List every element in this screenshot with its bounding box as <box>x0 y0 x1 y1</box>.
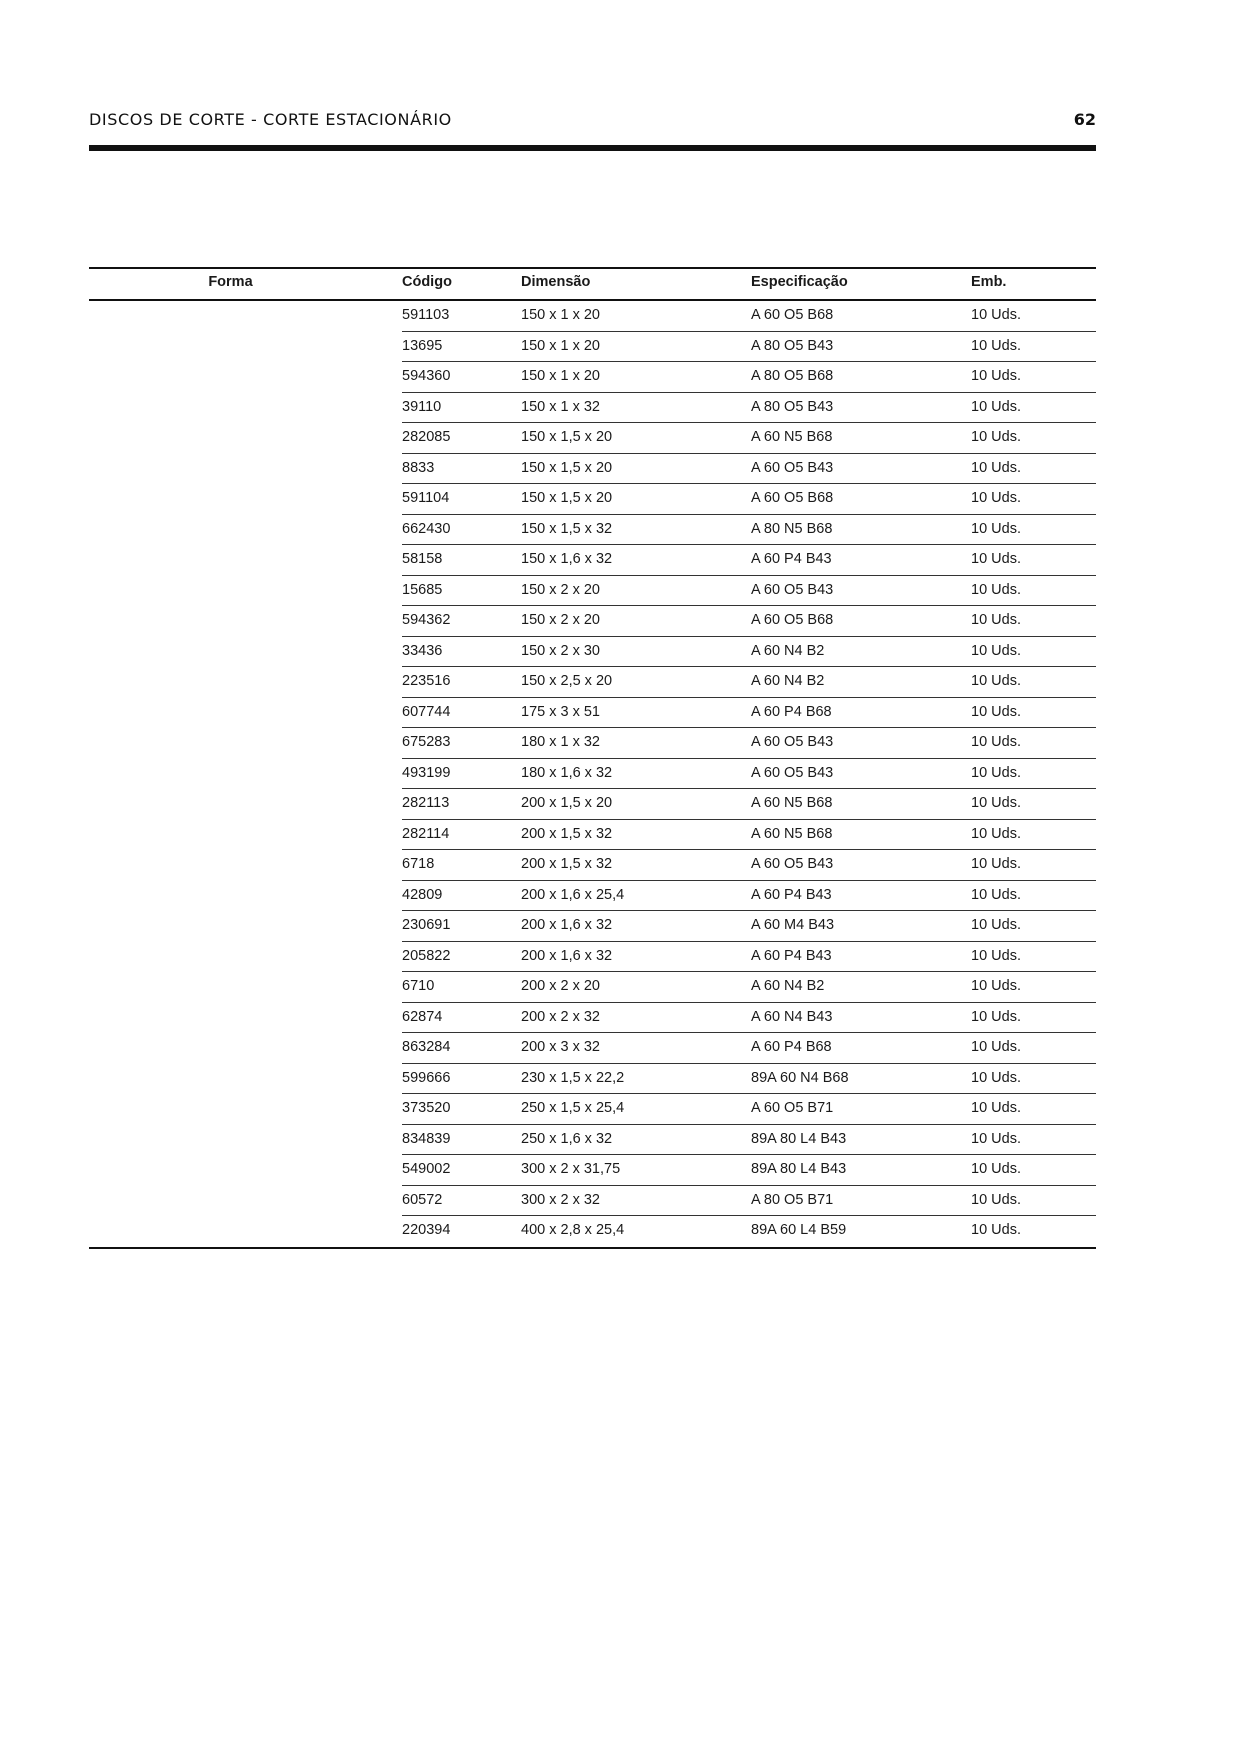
cell-dimensao: 150 x 1,5 x 32 <box>521 520 613 537</box>
cell-dimensao: 150 x 1,6 x 32 <box>521 551 613 567</box>
cell-dimensao: 200 x 1,6 x 32 <box>521 947 613 964</box>
cell-emb: 10 Uds. <box>971 856 1021 872</box>
cell-emb: 10 Uds. <box>971 1161 1021 1177</box>
cell-especificacao: A 80 O5 B71 <box>751 1191 834 1208</box>
table-row <box>89 576 1096 607</box>
cell-especificacao: 89A 80 L4 B43 <box>751 1130 847 1147</box>
cell-emb: 10 Uds. <box>971 490 1021 506</box>
cell-dimensao: 150 x 1,5 x 20 <box>521 459 613 476</box>
cell-codigo: 60572 <box>402 1191 443 1208</box>
cell-emb: 10 Uds. <box>971 978 1021 994</box>
table-row <box>89 972 1096 1003</box>
cell-dimensao: 300 x 2 x 32 <box>521 1191 600 1208</box>
table-row <box>89 637 1096 668</box>
cell-dimensao: 150 x 1,5 x 20 <box>521 429 613 445</box>
cell-codigo: 42809 <box>402 886 443 903</box>
table-row <box>89 1033 1096 1064</box>
cell-especificacao: A 80 O5 B43 <box>751 337 834 354</box>
cell-dimensao: 200 x 1,6 x 25,4 <box>521 886 625 903</box>
cell-dimensao: 150 x 1 x 32 <box>521 398 600 415</box>
page-number: 62 <box>1073 110 1096 129</box>
cell-codigo: 8833 <box>402 459 435 476</box>
cell-especificacao: A 60 O5 B43 <box>751 581 834 598</box>
cell-codigo: 220394 <box>402 1222 451 1238</box>
cell-dimensao: 200 x 2 x 20 <box>521 978 600 994</box>
cell-codigo: 675283 <box>402 734 451 750</box>
table-header-row <box>89 269 1096 301</box>
cell-dimensao: 200 x 1,5 x 32 <box>521 856 613 872</box>
cell-codigo: 205822 <box>402 947 451 964</box>
cell-emb: 10 Uds. <box>971 1008 1021 1025</box>
cell-especificacao: A 60 N5 B68 <box>751 429 833 445</box>
table-row <box>89 1186 1096 1217</box>
column-header-codigo: Código <box>402 274 452 290</box>
cell-codigo: 13695 <box>402 337 443 354</box>
cell-especificacao: 89A 60 N4 B68 <box>751 1069 849 1086</box>
table-row <box>89 1003 1096 1034</box>
cell-dimensao: 150 x 1,5 x 20 <box>521 490 613 506</box>
cell-codigo: 282114 <box>402 825 450 842</box>
cell-codigo: 223516 <box>402 673 451 689</box>
cell-emb: 10 Uds. <box>971 307 1021 323</box>
cell-emb: 10 Uds. <box>971 551 1021 567</box>
cell-emb: 10 Uds. <box>971 825 1021 842</box>
page-header <box>89 110 1096 129</box>
table-row <box>89 515 1096 546</box>
cell-especificacao: A 60 M4 B43 <box>751 917 835 933</box>
cell-emb: 10 Uds. <box>971 1100 1021 1116</box>
cell-codigo: 6718 <box>402 856 435 872</box>
table-row <box>89 1064 1096 1095</box>
cell-especificacao: A 80 O5 B68 <box>751 368 834 384</box>
cell-codigo: 6710 <box>402 978 435 994</box>
table-row <box>89 881 1096 912</box>
cell-emb: 10 Uds. <box>971 673 1021 689</box>
cell-dimensao: 250 x 1,6 x 32 <box>521 1130 613 1147</box>
cell-codigo: 834839 <box>402 1130 451 1147</box>
column-header-especificacao: Especificação <box>751 274 848 290</box>
cell-codigo: 282085 <box>402 429 451 445</box>
table-row <box>89 1094 1096 1125</box>
cell-codigo: 62874 <box>402 1008 443 1025</box>
table-row <box>89 850 1096 881</box>
table-row <box>89 545 1096 576</box>
cell-dimensao: 150 x 1 x 20 <box>521 368 600 384</box>
cell-emb: 10 Uds. <box>971 459 1021 476</box>
cell-dimensao: 230 x 1,5 x 22,2 <box>521 1069 625 1086</box>
header-rule <box>89 145 1096 151</box>
cell-emb: 10 Uds. <box>971 734 1021 750</box>
column-header-dimensao: Dimensão <box>521 274 591 290</box>
table-row <box>89 484 1096 515</box>
cell-codigo: 662430 <box>402 520 451 537</box>
cell-codigo: 599666 <box>402 1069 451 1086</box>
table-row <box>89 1155 1096 1186</box>
cell-emb: 10 Uds. <box>971 947 1021 964</box>
cell-especificacao: A 60 N4 B2 <box>751 642 825 659</box>
cell-especificacao: A 60 N4 B2 <box>751 978 825 994</box>
cell-dimensao: 250 x 1,5 x 25,4 <box>521 1100 625 1116</box>
cell-codigo: 230691 <box>402 917 451 933</box>
cell-dimensao: 200 x 2 x 32 <box>521 1008 600 1025</box>
table-row <box>89 423 1096 454</box>
cell-especificacao: A 60 N4 B2 <box>751 673 825 689</box>
cell-especificacao: A 60 N5 B68 <box>751 795 833 811</box>
cell-dimensao: 200 x 1,5 x 32 <box>521 825 613 842</box>
cell-especificacao: A 60 O5 B71 <box>751 1100 834 1116</box>
cell-codigo: 33436 <box>402 642 443 659</box>
cell-especificacao: A 60 O5 B43 <box>751 764 834 781</box>
cell-especificacao: 89A 60 L4 B59 <box>751 1222 847 1238</box>
cell-codigo: 39110 <box>402 398 442 415</box>
cell-especificacao: A 60 N5 B68 <box>751 825 833 842</box>
cell-especificacao: A 60 P4 B43 <box>751 551 832 567</box>
cell-dimensao: 175 x 3 x 51 <box>521 703 600 720</box>
table-row <box>89 1216 1096 1247</box>
table-row <box>89 301 1096 332</box>
table-row <box>89 911 1096 942</box>
table-row <box>89 454 1096 485</box>
cell-dimensao: 180 x 1 x 32 <box>521 734 600 750</box>
cell-emb: 10 Uds. <box>971 398 1021 415</box>
cell-emb: 10 Uds. <box>971 1222 1021 1238</box>
cell-emb: 10 Uds. <box>971 764 1021 781</box>
cell-dimensao: 150 x 1 x 20 <box>521 307 600 323</box>
cell-dimensao: 400 x 2,8 x 25,4 <box>521 1222 625 1238</box>
cell-codigo: 493199 <box>402 764 451 781</box>
cell-emb: 10 Uds. <box>971 429 1021 445</box>
table-row <box>89 362 1096 393</box>
cell-dimensao: 200 x 1,6 x 32 <box>521 917 613 933</box>
cell-emb: 10 Uds. <box>971 368 1021 384</box>
cell-especificacao: 89A 80 L4 B43 <box>751 1161 847 1177</box>
cell-especificacao: A 60 P4 B43 <box>751 947 832 964</box>
cell-especificacao: A 60 O5 B43 <box>751 459 834 476</box>
cell-emb: 10 Uds. <box>971 337 1021 354</box>
cell-dimensao: 150 x 1 x 20 <box>521 337 600 354</box>
table-row <box>89 393 1096 424</box>
cell-emb: 10 Uds. <box>971 581 1021 598</box>
column-header-forma: Forma <box>208 274 253 290</box>
cell-dimensao: 200 x 1,5 x 20 <box>521 795 613 811</box>
table-row <box>89 1125 1096 1156</box>
cell-especificacao: A 60 N4 B43 <box>751 1008 833 1025</box>
cell-especificacao: A 60 P4 B68 <box>751 1039 832 1055</box>
table-row <box>89 332 1096 363</box>
cell-especificacao: A 80 O5 B43 <box>751 398 834 415</box>
cell-emb: 10 Uds. <box>971 1039 1021 1055</box>
section-title: DISCOS DE CORTE - CORTE ESTACIONÁRIO <box>89 110 452 129</box>
cell-emb: 10 Uds. <box>971 1130 1021 1147</box>
cell-dimensao: 150 x 2 x 20 <box>521 581 600 598</box>
table-row <box>89 606 1096 637</box>
cell-especificacao: A 60 O5 B68 <box>751 490 834 506</box>
table-row <box>89 789 1096 820</box>
cell-emb: 10 Uds. <box>971 703 1021 720</box>
cell-dimensao: 300 x 2 x 31,75 <box>521 1161 621 1177</box>
cell-codigo: 282113 <box>402 795 450 811</box>
cell-codigo: 58158 <box>402 551 443 567</box>
cell-especificacao: A 60 O5 B68 <box>751 307 834 323</box>
cell-emb: 10 Uds. <box>971 612 1021 628</box>
cell-dimensao: 150 x 2 x 20 <box>521 612 600 628</box>
cell-codigo: 863284 <box>402 1039 451 1055</box>
cell-emb: 10 Uds. <box>971 795 1021 811</box>
cell-emb: 10 Uds. <box>971 1069 1021 1086</box>
table-row <box>89 820 1096 851</box>
cell-codigo: 607744 <box>402 703 451 720</box>
cell-codigo: 591104 <box>402 490 450 506</box>
cell-emb: 10 Uds. <box>971 917 1021 933</box>
cell-codigo: 549002 <box>402 1161 451 1177</box>
cell-emb: 10 Uds. <box>971 886 1021 903</box>
column-header-emb: Emb. <box>971 274 1007 290</box>
cell-codigo: 594362 <box>402 612 451 628</box>
cell-emb: 10 Uds. <box>971 520 1021 537</box>
product-table <box>89 267 1096 1249</box>
cell-dimensao: 150 x 2,5 x 20 <box>521 673 613 689</box>
table-row <box>89 759 1096 790</box>
cell-especificacao: A 60 O5 B43 <box>751 856 834 872</box>
cell-codigo: 591103 <box>402 307 450 323</box>
table-row <box>89 728 1096 759</box>
cell-dimensao: 180 x 1,6 x 32 <box>521 764 613 781</box>
table-body <box>89 301 1096 1247</box>
cell-especificacao: A 60 O5 B68 <box>751 612 834 628</box>
cell-especificacao: A 60 O5 B43 <box>751 734 834 750</box>
cell-dimensao: 200 x 3 x 32 <box>521 1039 600 1055</box>
cell-especificacao: A 80 N5 B68 <box>751 520 833 537</box>
table-row <box>89 698 1096 729</box>
cell-dimensao: 150 x 2 x 30 <box>521 642 600 659</box>
cell-emb: 10 Uds. <box>971 1191 1021 1208</box>
cell-emb: 10 Uds. <box>971 642 1021 659</box>
cell-codigo: 15685 <box>402 581 443 598</box>
cell-especificacao: A 60 P4 B68 <box>751 703 832 720</box>
cell-codigo: 594360 <box>402 368 451 384</box>
table-row <box>89 942 1096 973</box>
cell-especificacao: A 60 P4 B43 <box>751 886 832 903</box>
table-row <box>89 667 1096 698</box>
cell-codigo: 373520 <box>402 1100 451 1116</box>
